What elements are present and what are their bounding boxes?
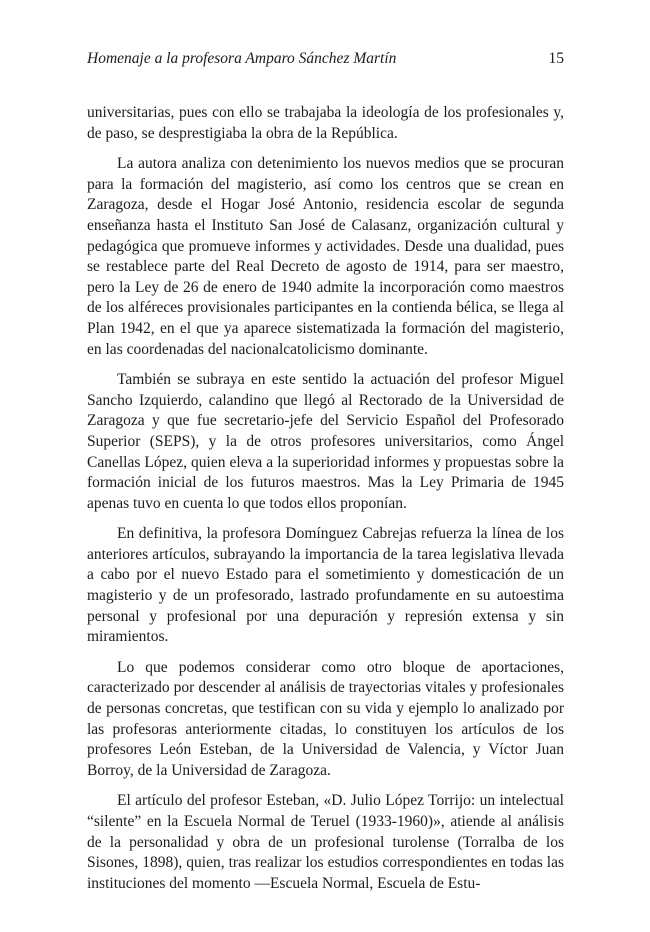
body-text: [87, 103, 564, 904]
book-page: [87, 0, 564, 932]
running-title: Homenaje a la profesora Amparo Sánchez Martín: [87, 50, 397, 67]
paragraph: La autora analiza con detenimiento los nuevos medios que se procuran para la formación del magisterio, así como los centros que se crean en Zaragoza, desde el Hogar José Antonio, residencia escolar de segunda enseñanza hasta el Instituto San José de Calasanz, organización cultural y pedagógica que promueve informes y actividades. Desde una dualidad, pues se restablece parte del Real Decreto de agosto de 1914, para ser maestro, pero la Ley de 26 de enero de 1940 admite la incorporación como maestros de los alféreces provisionales participantes en la contienda bélica, se llega al Plan 1942, en el que ya aparece sistematizada la formación del magisterio, en las coordenadas del nacionalcatolicismo dominante.: [87, 155, 564, 358]
paragraph: El artículo del profesor Esteban, «D. Julio López Torrijo: un intelectual “silente” en la Escuela Normal de Teruel (1933-1960)», atiende al análisis de la personalidad y obra de un profesional turolense (Torralba de los Sisones, 1898), quien, tras realizar los estudios correspondientes en todas las instituciones del momento —Escuela Normal, Escuela de Estu-: [87, 792, 564, 892]
paragraph: universitarias, pues con ello se trabajaba la ideología de los profesionales y, de paso, se desprestigiaba la obra de la República.: [87, 104, 564, 142]
paragraph: En definitiva, la profesora Domínguez Cabrejas refuerza la línea de los anteriores artículos, subrayando la importancia de la tarea legislativa llevada a cabo por el nuevo Estado para el sometimiento y domesticación de un magisterio y de un profesorado, lastrado profundamente en su autoestima personal y profesional por una depuración y represión extensa y sin miramientos.: [87, 525, 564, 646]
running-header: [87, 50, 564, 72]
paragraph: También se subraya en este sentido la actuación del profesor Miguel Sancho Izquierdo, calandino que llegó al Rectorado de la Universidad de Zaragoza y que fue secretario-jefe del Servicio Español del Profesorado Superior (SEPS), y la de otros profesores universitarios, como Ángel Canellas López, quien eleva a la superioridad informes y propuestas sobre la formación inicial de los futuros maestros. Mas la Ley Primaria de 1945 apenas tuvo en cuenta lo que todos ellos proponían.: [87, 371, 564, 512]
page-number: 15: [548, 50, 564, 67]
paragraph: Lo que podemos considerar como otro bloque de aportaciones, caracterizado por descender al análisis de trayectorias vitales y profesionales de personas concretas, que testifican con su vida y ejemplo lo analizado por las profesoras anteriormente citadas, lo constituyen los artículos de los profesores León Esteban, de la Universidad de Valencia, y Víctor Juan Borroy, de la Universidad de Zaragoza.: [87, 658, 564, 779]
